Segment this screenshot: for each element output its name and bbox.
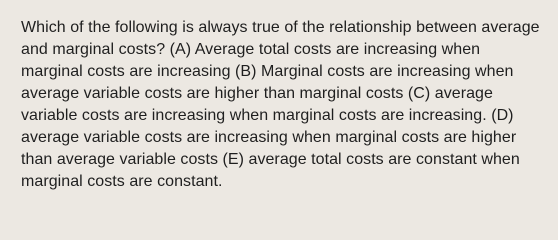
question-text: Which of the following is always true of the relationship between average and marginal costs? (A) Average total costs are increasing when marginal costs are increasing (B) Marginal costs are increasing when average variable costs are higher than marginal costs (C) average variable costs are increasing when marginal costs are increasing. (D) average variable costs are increasing when marginal costs are higher than average variable costs (E) average total costs are constant when marginal costs are constant. [21, 19, 540, 190]
